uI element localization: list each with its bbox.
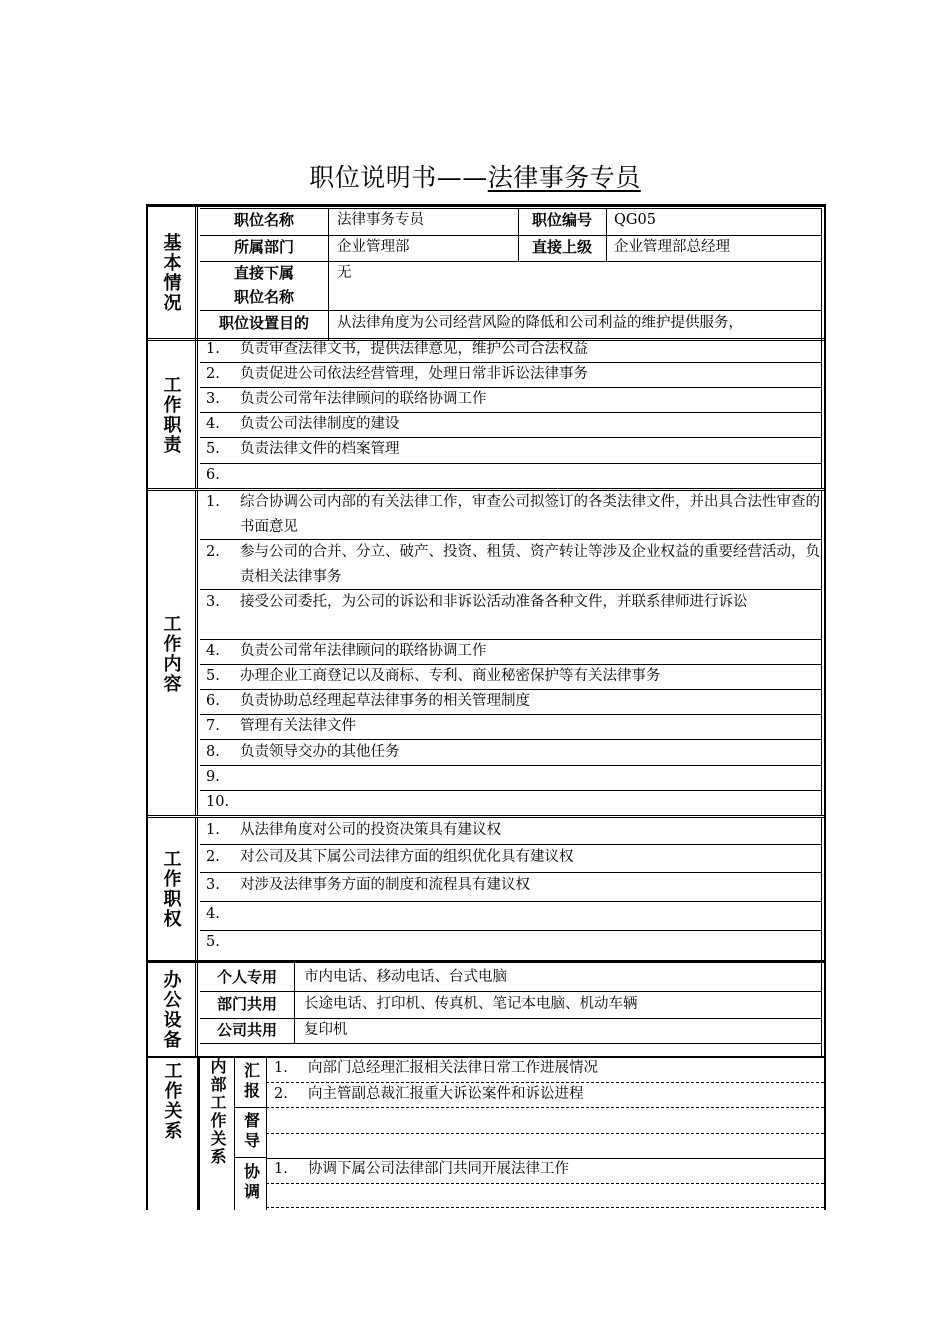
position-name-value: 法律事务专员 — [337, 212, 424, 228]
authority-item: 5. — [206, 934, 220, 950]
duty-item: 2. 负责促进公司依法经营管理，处理日常非诉讼法律事务 — [206, 366, 588, 382]
title-position: 法律事务专员 — [487, 163, 641, 192]
duty-item: 4. 负责公司法律制度的建设 — [206, 416, 400, 432]
section-label-relations: 工作关系 — [146, 1057, 198, 1210]
duty-item: 1. 负责审查法律文书，提供法律意见，维护公司合法权益 — [206, 341, 588, 357]
supervise-label: 督导 — [241, 1112, 261, 1152]
subordinate-value: 无 — [337, 265, 352, 281]
section-label-basic: 基本情况 — [146, 206, 198, 340]
report-label: 汇报 — [241, 1062, 261, 1102]
content-item: 7. 管理有关法律文件 — [206, 718, 356, 734]
department-value: 企业管理部 — [337, 239, 410, 255]
section-label-content: 工作内容 — [146, 491, 198, 816]
section-label-duties: 工作职责 — [146, 341, 198, 489]
subordinate-label: 直接下属 职位名称 — [233, 264, 294, 306]
duty-item: 3. 负责公司常年法律顾问的联络协调工作 — [206, 391, 487, 407]
internal-relations-label: 内部工作关系 — [208, 1058, 227, 1166]
equipment-value: 复印机 — [304, 1022, 348, 1038]
authority-item: 4. — [206, 906, 220, 922]
position-name-label: 职位名称 — [233, 211, 294, 229]
equipment-label: 个人专用 — [216, 968, 277, 986]
purpose-value: 从法律角度为公司经营风险的降低和公司利益的维护提供服务， — [337, 315, 743, 331]
content-item: 8. 负责领导交办的其他任务 — [206, 744, 400, 760]
title-prefix: 职位说明书—— — [309, 163, 488, 192]
authority-item: 1. 从法律角度对公司的投资决策具有建议权 — [206, 822, 501, 838]
coordinate-label: 协调 — [241, 1163, 261, 1203]
superior-value: 企业管理部总经理 — [614, 239, 730, 255]
content-item: 2. 参与公司的合并、分立、破产、投资、租赁、资产转让等涉及企业权益的重要经营活动，负责相关法律事务 — [206, 544, 820, 585]
content-item: 3. 接受公司委托，为公司的诉讼和非诉讼活动准备各种文件，并联系律师进行诉讼 — [206, 594, 748, 610]
authority-item: 2. 对公司及其下属公司法律方面的组织优化具有建议权 — [206, 849, 574, 865]
equipment-label: 部门共用 — [216, 995, 277, 1013]
content-item: 9. — [206, 769, 220, 785]
duty-item: 6. — [206, 467, 220, 483]
superior-label: 直接上级 — [531, 238, 592, 256]
equipment-label: 公司共用 — [216, 1021, 277, 1039]
content-item: 10. — [206, 794, 230, 810]
section-label-authority: 工作职权 — [146, 818, 198, 960]
position-code-value: QG05 — [614, 212, 656, 228]
report-item: 2. 向主管副总裁汇报重大诉讼案件和诉讼进程 — [274, 1086, 584, 1102]
duty-item: 5. 负责法律文件的档案管理 — [206, 441, 400, 457]
content-item: 1. 综合协调公司内部的有关法律工作，审查公司拟签订的各类法律文件，并出具合法性审查的书面意见 — [206, 494, 820, 535]
report-item: 1. 向部门总经理汇报相关法律日常工作进展情况 — [274, 1060, 598, 1076]
purpose-label: 职位设置目的 — [218, 314, 309, 332]
authority-item: 3. 对涉及法律事务方面的制度和流程具有建议权 — [206, 877, 530, 893]
document-title — [0, 158, 950, 194]
department-label: 所属部门 — [233, 238, 294, 256]
content-item: 6. 负责协助总经理起草法律事务的相关管理制度 — [206, 693, 530, 709]
equipment-value: 长途电话、打印机、传真机、笔记本电脑、机动车辆 — [304, 996, 638, 1012]
equipment-value: 市内电话、移动电话、台式电脑 — [304, 969, 507, 985]
content-item: 4. 负责公司常年法律顾问的联络协调工作 — [206, 643, 487, 659]
content-item: 5. 办理企业工商登记以及商标、专利、商业秘密保护等有关法律事务 — [206, 668, 661, 684]
position-code-label: 职位编号 — [531, 211, 592, 229]
coordinate-item: 1. 协调下属公司法律部门共同开展法律工作 — [274, 1161, 569, 1177]
section-label-equipment: 办公设备 — [146, 963, 198, 1056]
